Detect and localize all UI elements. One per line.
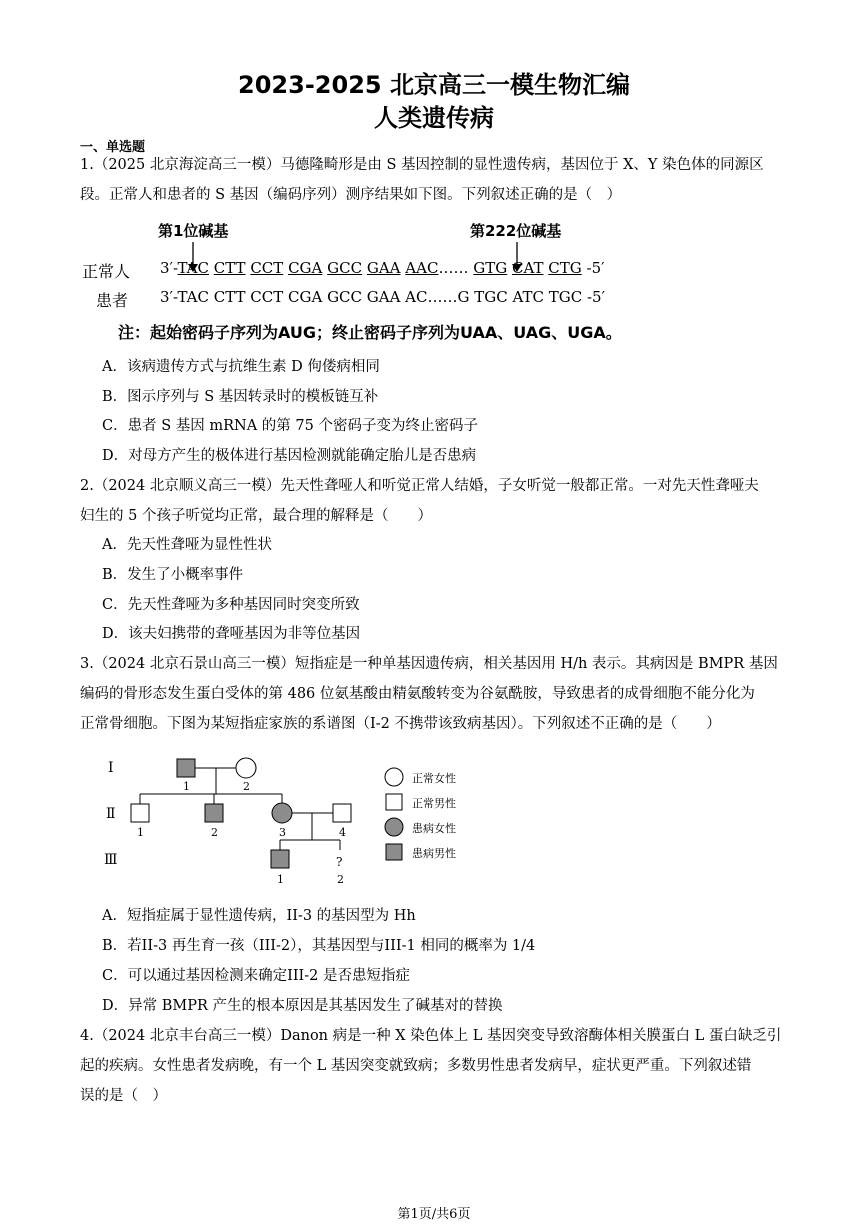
ellipsis: …… [438, 259, 469, 277]
base222-label: 第222位碱基 [470, 222, 562, 240]
III-1-affected-male [271, 850, 289, 868]
codon: GTG [473, 259, 508, 277]
legend-normal-male: 正常男性 [412, 797, 456, 810]
II-3-number: 3 [279, 826, 286, 839]
q2-stem-line1: 2.（2024 北京顺义高三一模）先天性聋哑人和听觉正常人结婚，子女听觉一般都正常。一对先天性聋哑夫 [80, 478, 759, 494]
q2-option-b[interactable]: B．发生了小概率事件 [102, 567, 244, 583]
II-1-number: 1 [137, 826, 144, 839]
normal-suffix: -5′ [586, 259, 605, 277]
normal-sequence [160, 259, 605, 277]
legend-affected-female-symbol [385, 818, 403, 836]
q1-option-b[interactable]: B．图示序列与 S 基因转录时的模板链互补 [102, 389, 379, 405]
patient-label: 患者 [96, 291, 129, 310]
codon: GCC [327, 259, 363, 277]
codon: GAA [366, 259, 401, 277]
legend-affected-female: 患病女性 [412, 822, 456, 835]
codon: TAC [177, 259, 209, 277]
gen-label-I: Ⅰ [108, 760, 114, 776]
II-4-number: 4 [339, 826, 346, 839]
II-2-number: 2 [211, 826, 218, 839]
q2-stem-line2: 妇生的 5 个孩子听觉均正常，最合理的解释是（ ） [80, 508, 432, 524]
codon: CTT [213, 259, 246, 277]
III-2-unknown: ? [336, 855, 343, 869]
q2-option-a[interactable]: A．先天性聋哑为显性性状 [102, 537, 272, 553]
gen-label-II: Ⅱ [106, 806, 116, 822]
codon: AAC [405, 259, 439, 277]
q1-option-c[interactable]: C．患者 S 基因 mRNA 的第 75 个密码子变为终止密码子 [102, 418, 478, 434]
codon: CCT [250, 259, 284, 277]
II-3-affected-female [272, 803, 292, 823]
I-1-affected-male [177, 759, 195, 777]
gen-label-III: Ⅲ [104, 852, 118, 868]
page-number: 第1页/共6页 [397, 1207, 471, 1222]
q3-option-c[interactable]: C．可以通过基因检测来确定III-2 是否患短指症 [102, 968, 411, 984]
q3-option-b[interactable]: B．若II-3 再生育一孩（III-2），其基因型与III-1 相同的概率为 1/4 [102, 938, 536, 954]
q3-stem-line2: 编码的骨形态发生蛋白受体的第 486 位氨基酸由精氨酸转变为谷氨酰胺，导致患者的成骨细胞不能分化为 [80, 686, 755, 702]
normal-label: 正常人 [82, 262, 131, 281]
legend-normal-female-symbol [385, 768, 403, 786]
legend-affected-male-symbol [386, 844, 402, 860]
codon-note: 注：起始密码子序列为AUG；终止密码子序列为UAA、UAG、UGA。 [118, 323, 622, 342]
legend-affected-male: 患病男性 [412, 847, 456, 860]
pedigree-chart [100, 752, 480, 892]
section-heading: 一、单选题 [80, 140, 146, 155]
q3-stem-line3: 正常骨细胞。下图为某短指症家族的系谱图（I-2 不携带该致病基因）。下列叙述不正确的是（ ） [80, 716, 721, 732]
III-1-number: 1 [277, 873, 284, 886]
q3-option-a[interactable]: A．短指症属于显性遗传病，II-3 的基因型为 Hh [102, 908, 416, 924]
II-1-normal-male [131, 804, 149, 822]
q4-stem-line2: 起的疾病。女性患者发病晚，有一个 L 基因突变就致病；多数男性患者发病早，症状更严重。下列叙述错 [80, 1058, 752, 1074]
q4-stem-line3: 误的是（ ） [80, 1088, 167, 1104]
q1-stem-line2: 段。正常人和患者的 S 基因（编码序列）测序结果如下图。下列叙述正确的是（ ） [80, 187, 622, 203]
q3-option-d[interactable]: D．异常 BMPR 产生的根本原因是其基因发生了碱基对的替换 [102, 998, 503, 1014]
q2-option-d[interactable]: D．该夫妇携带的聋哑基因为非等位基因 [102, 626, 361, 642]
q4-stem-line1: 4.（2024 北京丰台高三一模）Danon 病是一种 X 染色体上 L 基因突变导致溶酶体相关膜蛋白 L 蛋白缺乏引 [80, 1028, 782, 1044]
normal-prefix: 3′- [160, 259, 178, 277]
page-title: 2023-2025 北京高三一模生物汇编 [238, 71, 630, 99]
q3-stem-line1: 3.（2024 北京石景山高三一模）短指症是一种单基因遗传病，相关基因用 H/h 表示。其病因是 BMPR 基因 [80, 656, 778, 672]
base1-label: 第1位碱基 [158, 222, 229, 240]
legend-normal-female: 正常女性 [412, 772, 456, 785]
III-2-number: 2 [337, 873, 344, 886]
I-1-number: 1 [183, 780, 190, 793]
I-2-number: 2 [243, 780, 250, 793]
I-2-normal-female [236, 758, 256, 778]
II-2-affected-male [205, 804, 223, 822]
q1-option-a[interactable]: A．该病遗传方式与抗维生素 D 佝偻病相同 [102, 359, 380, 375]
codon: CGA [288, 259, 323, 277]
codon: CAT [512, 259, 544, 277]
codon: CTG [548, 259, 582, 277]
patient-sequence: 3′-TAC CTT CCT CGA GCC GAA AC……G TGC ATC TGC -5′ [160, 288, 605, 306]
page-subtitle: 人类遗传病 [374, 104, 494, 132]
q1-option-d[interactable]: D．对母方产生的极体进行基因检测就能确定胎儿是否患病 [102, 448, 477, 464]
q1-sequence-figure [80, 216, 780, 346]
II-4-normal-male [333, 804, 351, 822]
q1-stem-line1: 1.（2025 北京海淀高三一模）马德隆畸形是由 S 基因控制的显性遗传病，基因位于 X、Y 染色体的同源区 [80, 157, 764, 173]
q2-option-c[interactable]: C．先天性聋哑为多种基因同时突变所致 [102, 597, 360, 613]
legend-normal-male-symbol [386, 794, 402, 810]
